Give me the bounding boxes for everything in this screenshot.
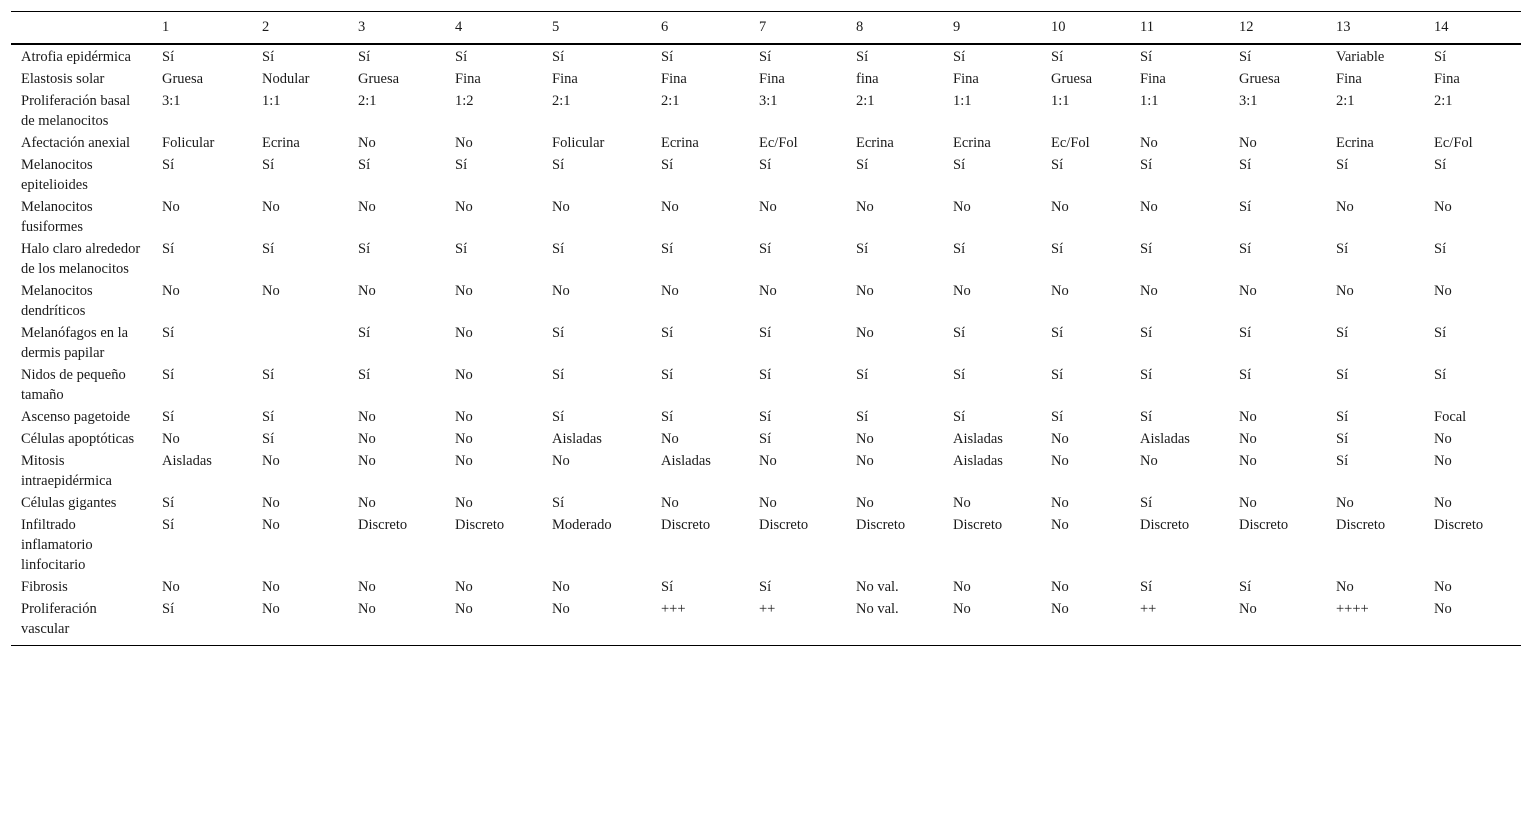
table-cell: Sí [262,241,275,257]
table-cell: No [1336,283,1354,299]
table-row [11,238,1521,280]
table-cell: No [162,199,180,215]
table-cell: Sí [162,517,175,533]
table-cell: ++ [1140,601,1157,617]
table-cell: Gruesa [162,71,204,87]
table-cell: Sí [455,49,468,65]
table-cell: Sí [1434,49,1447,65]
table-cell: Sí [953,367,966,383]
row-label: Melanocitos fusiformes [21,199,93,235]
table-row [11,364,1521,406]
table-cell: No [1051,601,1069,617]
table-cell: No [552,199,570,215]
column-header-3: 3 [358,19,366,35]
table-cell: Aisladas [953,453,1003,469]
table-cell: Sí [552,241,565,257]
table-cell: Sí [661,409,674,425]
table-cell: Sí [856,49,869,65]
table-cell: No [1140,135,1158,151]
table-cell [252,322,348,364]
table-cell: Sí [661,49,674,65]
table-cell: Ecrina [1336,135,1374,151]
table-cell: No [262,579,280,595]
table-cell: Sí [1051,325,1064,341]
table-cell: Fina [1336,71,1362,87]
table-cell: Sí [1336,431,1349,447]
table-cell: No [856,283,874,299]
table-cell: No [262,601,280,617]
table-row [11,68,1521,90]
table-cell: No [856,453,874,469]
table-cell: No [1434,199,1452,215]
table-cell: ++++ [1336,601,1369,617]
table-cell: Discreto [1336,517,1386,533]
table-cell: No [1051,431,1069,447]
table-cell: No [455,283,473,299]
table-cell: No [1051,517,1069,533]
table-cell: 1:1 [1051,93,1070,109]
column-header-11: 11 [1140,19,1154,35]
table-cell: No [953,601,971,617]
table-cell: No [358,283,376,299]
table-cell: No [358,579,376,595]
table-cell: Sí [1239,579,1252,595]
table-cell: No [358,601,376,617]
table-cell: Ec/Fol [759,135,798,151]
table-cell: Sí [552,325,565,341]
table-cell: No [856,199,874,215]
table-cell: 2:1 [1434,93,1453,109]
table-cell: Ecrina [262,135,300,151]
table-cell: Ecrina [953,135,991,151]
column-header-8: 8 [856,19,864,35]
table-cell: No [1051,495,1069,511]
table-cell: fina [856,71,879,87]
table-cell: Sí [759,241,772,257]
table-cell: Sí [1434,241,1447,257]
table-cell: No [661,495,679,511]
table-cell: No [1239,431,1257,447]
table-cell: Sí [552,409,565,425]
table-cell: No [455,367,473,383]
table-cell: No [262,453,280,469]
table-cell: No [1434,601,1452,617]
row-label: Nidos de pequeño tamaño [21,367,126,403]
table-cell: Sí [552,495,565,511]
table-cell: No [1051,579,1069,595]
row-label: Ascenso pagetoide [21,409,131,425]
table-cell: Sí [1239,241,1252,257]
table-row [11,132,1521,154]
table-cell: No [262,495,280,511]
table-cell: Sí [953,409,966,425]
row-label: Células apoptóticas [21,431,135,447]
table-cell: Sí [759,409,772,425]
table-cell: Sí [262,49,275,65]
table-cell: Sí [1336,325,1349,341]
table-cell: No [162,579,180,595]
table-row [11,154,1521,196]
table-cell: Discreto [358,517,408,533]
table-cell: Sí [162,157,175,173]
table-cell: No val. [856,579,899,595]
table-cell: No [1434,283,1452,299]
table-cell: No [759,495,777,511]
table-cell: Sí [262,157,275,173]
column-header-13: 13 [1336,19,1351,35]
table-row [11,322,1521,364]
table-cell: Sí [1140,495,1153,511]
column-header-7: 7 [759,19,767,35]
table-cell: Sí [1239,367,1252,383]
histology-table [11,11,1521,646]
table-cell: Gruesa [1239,71,1281,87]
table-cell: Sí [358,367,371,383]
row-label: Mitosis intraepidérmica [21,453,112,489]
table-cell: No [856,325,874,341]
table-cell: Folicular [162,135,215,151]
table-cell: Sí [661,157,674,173]
table-cell: Sí [162,601,175,617]
table-cell: No [1051,453,1069,469]
table-cell: 3:1 [759,93,778,109]
row-label: Melanocitos epitelioides [21,157,93,193]
table-cell: No [358,453,376,469]
table-cell: No [759,283,777,299]
table-cell: Sí [262,409,275,425]
table-cell: 1:1 [1140,93,1159,109]
table-cell: No [1336,495,1354,511]
table-cell: 1:1 [953,93,972,109]
row-label: Proliferación vascular [21,601,97,637]
table-cell: Aisladas [953,431,1003,447]
table-cell: No [1140,199,1158,215]
table-cell: Sí [455,157,468,173]
table-cell: No val. [856,601,899,617]
table-cell: Gruesa [358,71,400,87]
table-cell: Sí [661,241,674,257]
table-cell: Sí [358,241,371,257]
table-cell: Sí [1239,157,1252,173]
table-cell: Ecrina [856,135,894,151]
table-cell: Aisladas [1140,431,1190,447]
row-label: Fibrosis [21,579,68,595]
table-cell: +++ [661,601,686,617]
table-cell: No [1051,283,1069,299]
header-cell-empty [11,12,152,45]
table-cell: Sí [162,495,175,511]
table-cell: Sí [162,241,175,257]
table-cell: Nodular [262,71,310,87]
table-cell: No [1434,579,1452,595]
table-cell: Sí [262,367,275,383]
column-header-12: 12 [1239,19,1254,35]
row-label: Elastosis solar [21,71,105,87]
table-cell: Aisladas [661,453,711,469]
table-cell: Sí [953,157,966,173]
table-cell: 1:1 [262,93,281,109]
column-header-14: 14 [1434,19,1449,35]
table-cell: Sí [358,157,371,173]
table-row [11,576,1521,598]
table-cell: No [1140,283,1158,299]
table-cell: Fina [953,71,979,87]
table-cell: 3:1 [162,93,181,109]
column-header-9: 9 [953,19,961,35]
table-cell: No [1336,579,1354,595]
table-cell: No [455,325,473,341]
row-label: Halo claro alrededor de los melanocitos [21,241,141,277]
table-cell: No [759,453,777,469]
table-cell: Sí [162,409,175,425]
table-cell: Aisladas [162,453,212,469]
table-cell: 2:1 [552,93,571,109]
table-row [11,90,1521,132]
row-label: Afectación anexial [21,135,131,151]
table-cell: Sí [1140,325,1153,341]
table-cell: Sí [1434,367,1447,383]
table-cell: No [1239,601,1257,617]
table-cell: No [262,517,280,533]
table-cell: No [162,431,180,447]
table-cell: Sí [1336,157,1349,173]
table-cell: Fina [1434,71,1460,87]
table-cell: No [953,199,971,215]
table-cell: Sí [1140,49,1153,65]
table-cell: Ec/Fol [1434,135,1473,151]
table-cell: No [759,199,777,215]
table-cell: No [856,431,874,447]
table-cell: Fina [455,71,481,87]
table-cell: Sí [856,367,869,383]
table-cell: Sí [1140,579,1153,595]
table-row [11,406,1521,428]
column-header-6: 6 [661,19,669,35]
table-cell: 1:2 [455,93,474,109]
table-row [11,196,1521,238]
table-cell: Sí [759,49,772,65]
table-cell: Sí [1239,325,1252,341]
table-cell: Discreto [759,517,809,533]
table-cell: Sí [1140,241,1153,257]
table-cell: Fina [1140,71,1166,87]
table-cell: No [1239,135,1257,151]
table-cell: No [1051,199,1069,215]
table-cell: Sí [856,157,869,173]
table-cell: No [455,409,473,425]
table-cell: Sí [1051,241,1064,257]
table-cell: No [262,199,280,215]
table-cell: No [455,199,473,215]
table-cell: Sí [1140,409,1153,425]
table-cell: Sí [661,579,674,595]
table-cell: Sí [358,49,371,65]
table-cell: Sí [1336,453,1349,469]
table-cell: Aisladas [552,431,602,447]
table-row [11,44,1521,68]
table-cell: Folicular [552,135,605,151]
table-cell: Sí [552,367,565,383]
table-header [11,12,1521,45]
table-cell: No [1336,199,1354,215]
table-cell: No [661,431,679,447]
table-cell: 2:1 [661,93,680,109]
table-cell: Sí [358,325,371,341]
table-cell: No [1434,495,1452,511]
table-cell: Focal [1434,409,1467,425]
table-cell: No [1140,453,1158,469]
table-cell: Discreto [1140,517,1190,533]
table-cell: Sí [953,49,966,65]
row-label: Atrofia epidérmica [21,49,131,65]
table-cell: Fina [552,71,578,87]
table-cell: Sí [953,325,966,341]
histology-table-container [11,11,1521,646]
table-cell: Sí [1051,409,1064,425]
table-cell: No [455,495,473,511]
table-cell: Sí [162,325,175,341]
column-header-1: 1 [162,19,170,35]
table-cell: Ec/Fol [1051,135,1090,151]
table-cell: Sí [1051,49,1064,65]
table-cell: 2:1 [856,93,875,109]
table-cell: Sí [759,367,772,383]
table-cell: ++ [759,601,776,617]
table-cell: Sí [1336,367,1349,383]
table-cell: Sí [455,241,468,257]
table-cell: Discreto [661,517,711,533]
table-cell: Sí [1239,199,1252,215]
table-cell: 3:1 [1239,93,1258,109]
row-label: Células gigantes [21,495,117,511]
table-cell: Discreto [856,517,906,533]
table-cell: Sí [1239,49,1252,65]
table-cell: Sí [262,431,275,447]
column-header-10: 10 [1051,19,1066,35]
table-cell: Sí [856,241,869,257]
table-cell: Sí [1434,157,1447,173]
table-cell: No [455,579,473,595]
table-cell: Discreto [953,517,1003,533]
table-row [11,428,1521,450]
table-cell: Sí [856,409,869,425]
table-cell: Moderado [552,517,612,533]
table-cell: No [552,453,570,469]
table-cell: No [661,283,679,299]
table-cell: Sí [1051,367,1064,383]
table-cell: No [358,135,376,151]
table-cell: Variable [1336,49,1385,65]
table-cell: No [455,135,473,151]
table-cell: Sí [759,325,772,341]
table-cell: Sí [1051,157,1064,173]
table-cell: Discreto [1434,517,1484,533]
row-label: Melanocitos dendríticos [21,283,93,319]
table-cell: 2:1 [358,93,377,109]
table-cell: Discreto [1239,517,1289,533]
row-label: Proliferación basal de melanocitos [21,93,131,129]
table-cell: Ecrina [661,135,699,151]
table-cell: Sí [661,367,674,383]
table-cell: No [552,283,570,299]
table-cell: Sí [1140,367,1153,383]
column-header-5: 5 [552,19,560,35]
table-row [11,514,1521,576]
table-cell: Fina [661,71,687,87]
table-cell: No [162,283,180,299]
table-cell: Sí [162,49,175,65]
table-cell: No [358,409,376,425]
table-cell: Discreto [455,517,505,533]
table-cell: No [455,601,473,617]
table-cell: Sí [759,431,772,447]
table-cell: Sí [552,157,565,173]
table-cell: No [1239,453,1257,469]
table-cell: Sí [1336,241,1349,257]
table-cell: Sí [661,325,674,341]
table-cell: Sí [953,241,966,257]
table-cell: Gruesa [1051,71,1093,87]
table-row [11,598,1521,646]
table-cell: No [455,431,473,447]
table-cell: No [552,601,570,617]
table-cell: Sí [552,49,565,65]
table-cell: No [358,431,376,447]
table-cell: No [1239,283,1257,299]
table-cell: 2:1 [1336,93,1355,109]
column-header-2: 2 [262,19,270,35]
table-row [11,450,1521,492]
table-cell: Sí [162,367,175,383]
table-cell: No [358,495,376,511]
table-cell: Sí [759,579,772,595]
table-cell: No [552,579,570,595]
table-cell: Sí [759,157,772,173]
row-label: Infiltrado inflamatorio linfocitario [21,517,93,573]
table-cell: No [455,453,473,469]
table-cell: No [1239,409,1257,425]
table-cell: Sí [1434,325,1447,341]
header-row [11,12,1521,45]
table-cell: No [1239,495,1257,511]
table-cell: No [1434,431,1452,447]
table-row [11,280,1521,322]
row-label: Melanófagos en la dermis papilar [21,325,129,361]
table-cell: Sí [1140,157,1153,173]
table-cell: No [953,495,971,511]
table-body [11,44,1521,646]
table-cell: No [661,199,679,215]
table-row [11,492,1521,514]
table-cell: No [953,283,971,299]
table-cell: No [358,199,376,215]
table-cell: Sí [1336,409,1349,425]
table-cell: No [953,579,971,595]
table-cell: Fina [759,71,785,87]
column-header-4: 4 [455,19,463,35]
table-cell: No [856,495,874,511]
table-cell: No [262,283,280,299]
table-cell: No [1434,453,1452,469]
